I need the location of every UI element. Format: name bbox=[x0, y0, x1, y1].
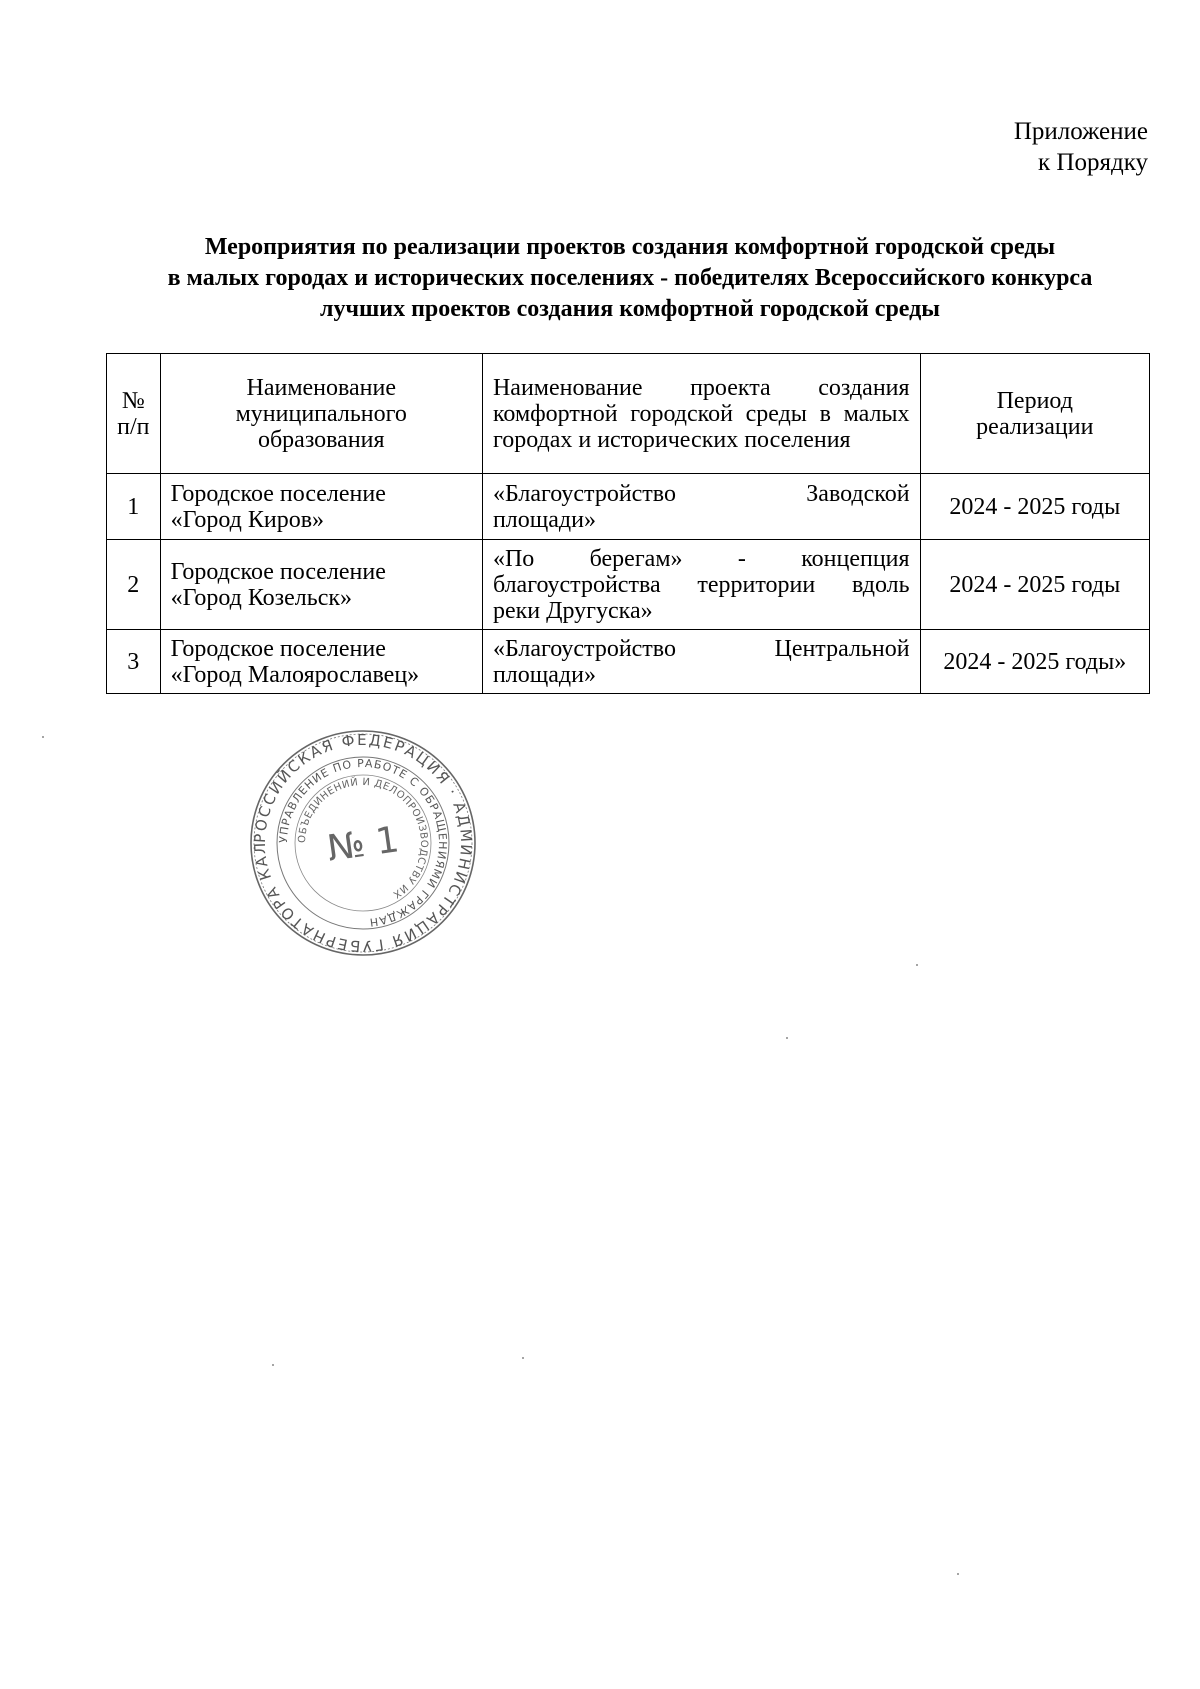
seal-graphic bbox=[248, 728, 478, 958]
table-row bbox=[107, 540, 1150, 630]
title-line-1: Мероприятия по реализации проектов создания комфортной городской среды bbox=[204, 234, 1056, 260]
table-row bbox=[107, 630, 1150, 694]
row-municipality-line-2: «Город Малоярославец» bbox=[170, 661, 420, 688]
row-municipality bbox=[160, 474, 482, 540]
appendix-note bbox=[1014, 116, 1148, 178]
seal-outer-text: РОССИЙСКАЯ ФЕДЕРАЦИЯ · АДМИНИСТРАЦИЯ ГУБЕРНАТОРА КАЛ bbox=[250, 730, 476, 956]
header-num-line-2: п/п bbox=[117, 413, 150, 440]
seal-inner-text: ОБЪЕДИНЕНИЙ И ДЕЛОПРОИЗВОДСТВУ ИХ bbox=[296, 776, 430, 900]
row-municipality-line-1: Городское поселение bbox=[170, 558, 386, 585]
row-project-line-1: «Благоустройство Центральной bbox=[492, 635, 910, 662]
seal-middle-text: УПРАВЛЕНИЕ ПО РАБОТЕ С ОБРАЩЕНИЯМИ ГРАЖДАН bbox=[276, 756, 450, 929]
row-project-line-2: площади» bbox=[492, 506, 596, 533]
header-period-line-2: реализации bbox=[976, 413, 1094, 440]
scan-speck bbox=[272, 1364, 274, 1366]
scan-speck bbox=[522, 1357, 524, 1359]
row-project-line-3: реки Другуска» bbox=[492, 597, 653, 624]
row-num: 1 bbox=[107, 474, 161, 540]
row-municipality-line-2: «Город Козельск» bbox=[170, 584, 353, 611]
row-period: 2024 - 2025 годы» bbox=[920, 630, 1149, 694]
row-project-line-1: «Благоустройство Заводской bbox=[492, 480, 910, 507]
scan-speck bbox=[42, 736, 44, 738]
scan-speck bbox=[916, 964, 918, 966]
document-title bbox=[110, 232, 1150, 325]
scan-speck bbox=[957, 1573, 959, 1575]
header-period bbox=[920, 354, 1149, 474]
title-line-2: в малых городах и исторических поселениях - победителях Всероссийского конкурса bbox=[167, 265, 1093, 291]
row-municipality bbox=[160, 540, 482, 630]
row-municipality bbox=[160, 630, 482, 694]
row-municipality-line-1: Городское поселение bbox=[170, 635, 386, 662]
row-municipality-line-1: Городское поселение bbox=[170, 480, 386, 507]
header-municipality: Наименование муниципального образования bbox=[160, 354, 482, 474]
row-project bbox=[482, 630, 920, 694]
row-project-line-2: площади» bbox=[492, 661, 596, 688]
header-num-line-1: № bbox=[121, 387, 145, 414]
header-period-line-1: Период bbox=[996, 387, 1073, 414]
appendix-line-2: к Порядку bbox=[1038, 149, 1148, 176]
title-line-3: лучших проектов создания комфортной городской среды bbox=[319, 296, 940, 322]
row-project-line-1: «По берегам» - концепция bbox=[492, 545, 910, 572]
row-period: 2024 - 2025 годы bbox=[920, 540, 1149, 630]
row-period: 2024 - 2025 годы bbox=[920, 474, 1149, 540]
row-project bbox=[482, 540, 920, 630]
row-project-line-2: благоустройства территории вдоль bbox=[492, 571, 910, 598]
header-project: Наименование проекта создания комфортной городской среды в малых городах и исторических поселения bbox=[482, 354, 920, 474]
official-seal bbox=[248, 728, 478, 958]
seal-center-number: № 1 bbox=[324, 819, 402, 870]
row-num: 3 bbox=[107, 630, 161, 694]
header-num bbox=[107, 354, 161, 474]
table-header-row bbox=[107, 354, 1150, 474]
row-num: 2 bbox=[107, 540, 161, 630]
table-row bbox=[107, 474, 1150, 540]
projects-table bbox=[106, 353, 1150, 694]
row-project bbox=[482, 474, 920, 540]
appendix-line-1: Приложение bbox=[1013, 118, 1148, 145]
scan-speck bbox=[786, 1037, 788, 1039]
row-municipality-line-2: «Город Киров» bbox=[170, 506, 325, 533]
